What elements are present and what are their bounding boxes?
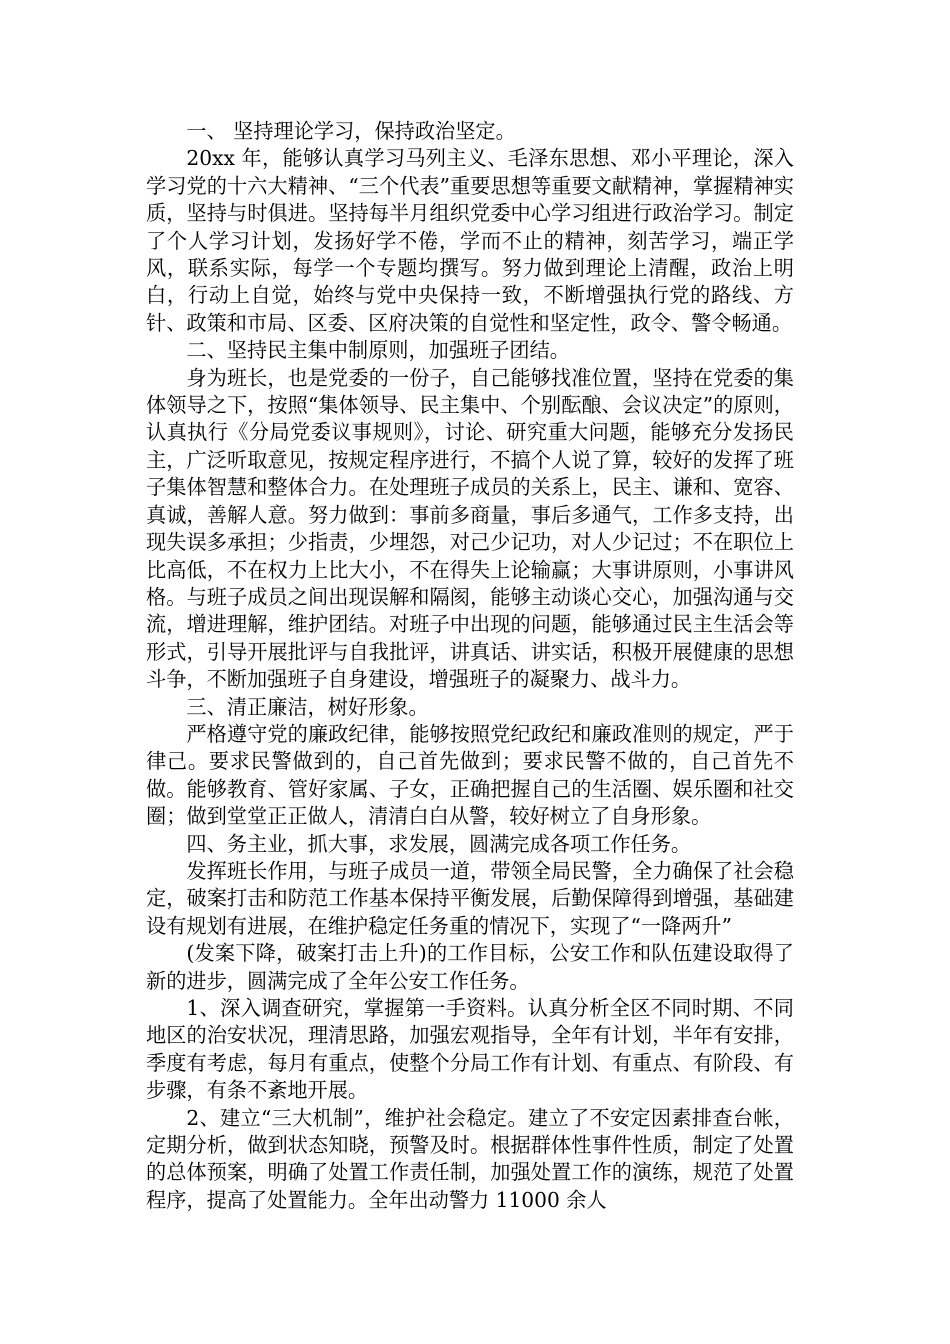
paragraph-theory-study: 20xx 年，能够认真学习马列主义、毛泽东思想、邓小平理论，深入学习党的十六大精神、“三个代表”重要思想等重要文献精神，掌握精神实质，坚持与时俱进。坚持每半月组织党委中心学习组进行政治学习。制定了个人学习计划，发扬好学不倦，学而不止的精神，刻苦学习，端正学风，联系实际，每学一个专题均撰写。努力做到理论上清醒，政治上明白，行动上自觉，始终与党中央保持一致，不断增强执行党的路线、方针、政策和市局、区委、区府决策的自觉性和坚定性，政令、警令畅通。: [146, 146, 794, 335]
section-heading-1: 一、 坚持理论学习，保持政治坚定。: [186, 119, 516, 143]
paragraph-team-unity: 身为班长，也是党委的一份子，自己能够找准位置，坚持在党委的集体领导之下，按照“集体领导、民主集中、个别酝酿、会议决定”的原则，认真执行《分局党委议事规则》，讨论、研究重大问题，能够充分发扬民主，广泛听取意见，按规定程序进行，不搞个人说了算，较好的发挥了班子集体智慧和整体合力。在处理班子成员的关系上，民主、谦和、宽容、真诚，善解人意。努力做到：事前多商量，事后多通气，工作多支持，出现失误多承担；少指责，少埋怨，对己少记功，对人少记过；不在职位上比高低，不在权力上比大小，不在得失上论输赢；大事讲原则，小事讲风格。与班子成员之间出现误解和隔阂，能够主动谈心交心，加强沟通与交流，增进理解，维护团结。对班子中出现的问题，能够通过民主生活会等形式，引导开展批评与自我批评，讲真话、讲实话，积极开展健康的思想斗争，不断加强班子自身建设，增强班子的凝聚力、战斗力。: [146, 365, 794, 692]
section-heading-3: 三、清正廉洁，树好形象。: [186, 694, 429, 719]
paragraph-item-1-research: 1、深入调查研究，掌握第一手资料。认真分析全区不同时期、不同地区的治安状况，理清思路，加强宏观指导，全年有计划，半年有安排，季度有考虑，每月有重点，使整个分局工作有计划、有重点、有阶段、有步骤，有条不紊地开展。: [146, 996, 794, 1103]
paragraph-team-role: 发挥班长作用，与班子成员一道，带领全局民警，全力确保了社会稳定，破案打击和防范工作基本保持平衡发展，后勤保障得到增强，基础建设有规划有进展，在维护稳定任务重的情况下，实现了“一降两升”: [146, 858, 794, 938]
paragraph-work-goals: (发案下降，破案打击上升)的工作目标，公安工作和队伍建设取得了新的进步，圆满完成了全年公安工作任务。: [146, 941, 794, 993]
paragraph-item-2-mechanisms: 2、建立“三大机制”，维护社会稳定。建立了不安定因素排查台帐，定期分析，做到状态知晓，预警及时。根据群体性事件性质，制定了处置的总体预案，明确了处置工作责任制，加强处置工作的演练，规范了处置程序，提高了处置能力。全年出动警力 11000 余人: [146, 1105, 794, 1212]
section-heading-4: 四、务主业，抓大事，求发展，圆满完成各项工作任务。: [186, 831, 692, 856]
document-page: [146, 118, 794, 1214]
paragraph-integrity: 严格遵守党的廉政纪律，能够按照党纪政纪和廉政准则的规定，严于律己。要求民警做到的，自己首先做到；要求民警不做的，自己首先不做。能够教育、管好家属、子女，正确把握自己的生活圈、娱乐圈和社交圈；做到堂堂正正做人，清清白白从警，较好树立了自身形象。: [146, 721, 794, 829]
section-heading-2: 二、坚持民主集中制原则，加强班子团结。: [186, 338, 570, 363]
